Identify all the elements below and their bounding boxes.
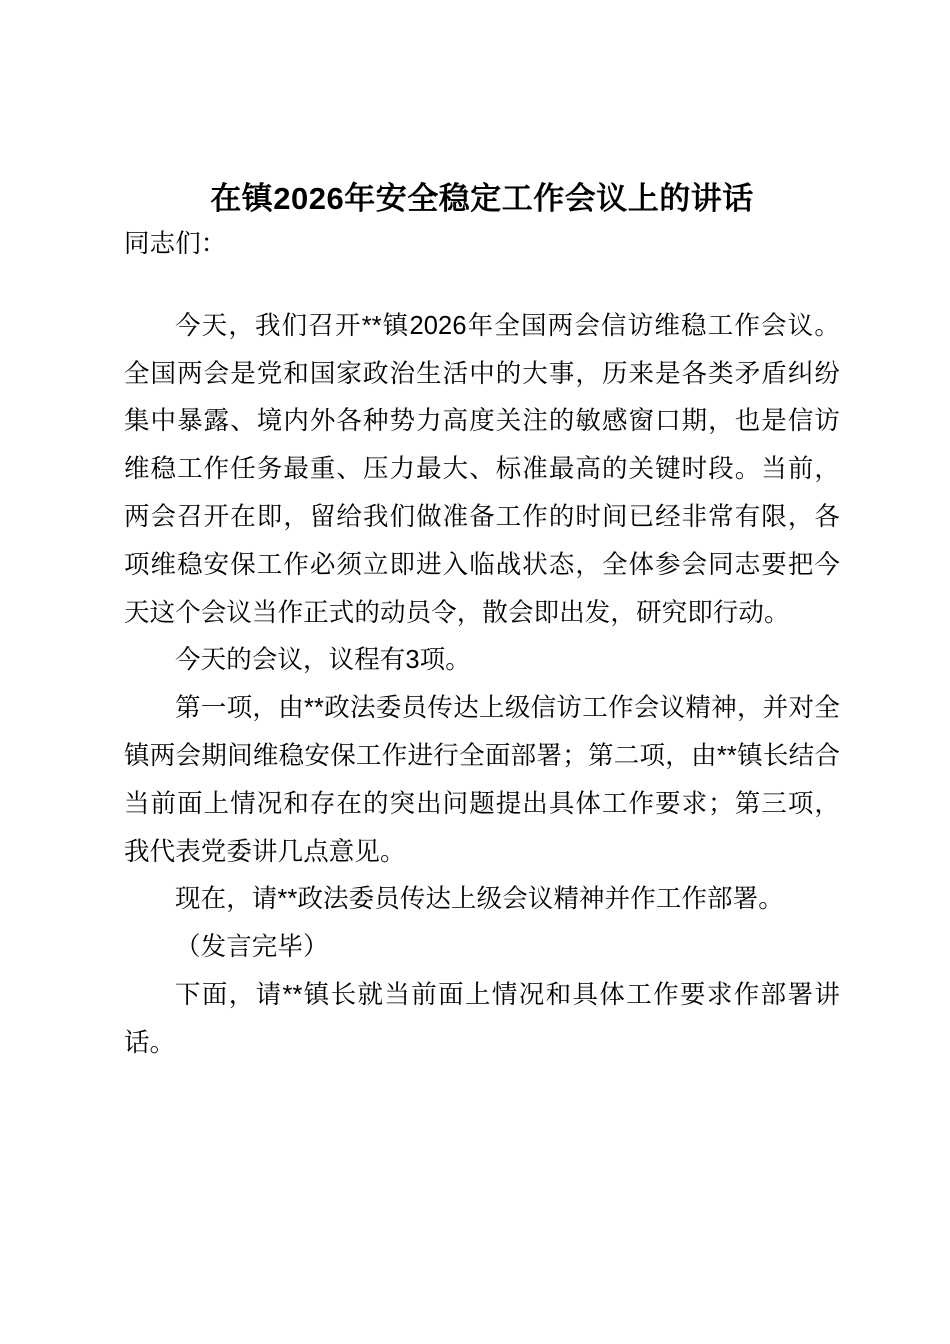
page-title: 在镇2026年安全稳定工作会议上的讲话 bbox=[210, 181, 754, 216]
invite-mayor-paragraph: 下面，请**镇长就当前面上情况和具体工作要求作部署讲话。 bbox=[124, 980, 840, 1057]
salutation: 同志们： bbox=[124, 230, 227, 258]
agenda-count-paragraph: 今天的会议，议程有3项。 bbox=[175, 646, 471, 675]
agenda-items-paragraph: 第一项，由**政法委员传达上级信访工作会议精神，并对全镇两会期间维稳安保工作进行全面部署；第二项，由**镇长结合当前面上情况和存在的突出问题提出具体工作要求；第三项，我代表党委讲几点意见。 bbox=[124, 694, 840, 866]
opening-paragraph: 今天，我们召开**镇2026年全国两会信访维稳工作会议。全国两会是党和国家政治生活中的大事，历来是各类矛盾纠纷集中暴露、境内外各种势力高度关注的敏感窗口期，也是信访维稳工作任务最重、压力最大、标准最高的关键时段。当前，两会召开在即，留给我们做准备工作的时间已经非常有限，各项维稳安保工作必须立即进入临战状态，全体参会同志要把今天这个会议当作正式的动员令，散会即出发，研究即行动。 bbox=[124, 311, 840, 627]
invite-zhengfa-paragraph: 现在，请**政法委员传达上级会议精神并作工作部署。 bbox=[175, 885, 784, 914]
document-text-block bbox=[124, 0, 840, 1068]
speech-end-marker: （发言完毕） bbox=[175, 933, 329, 962]
